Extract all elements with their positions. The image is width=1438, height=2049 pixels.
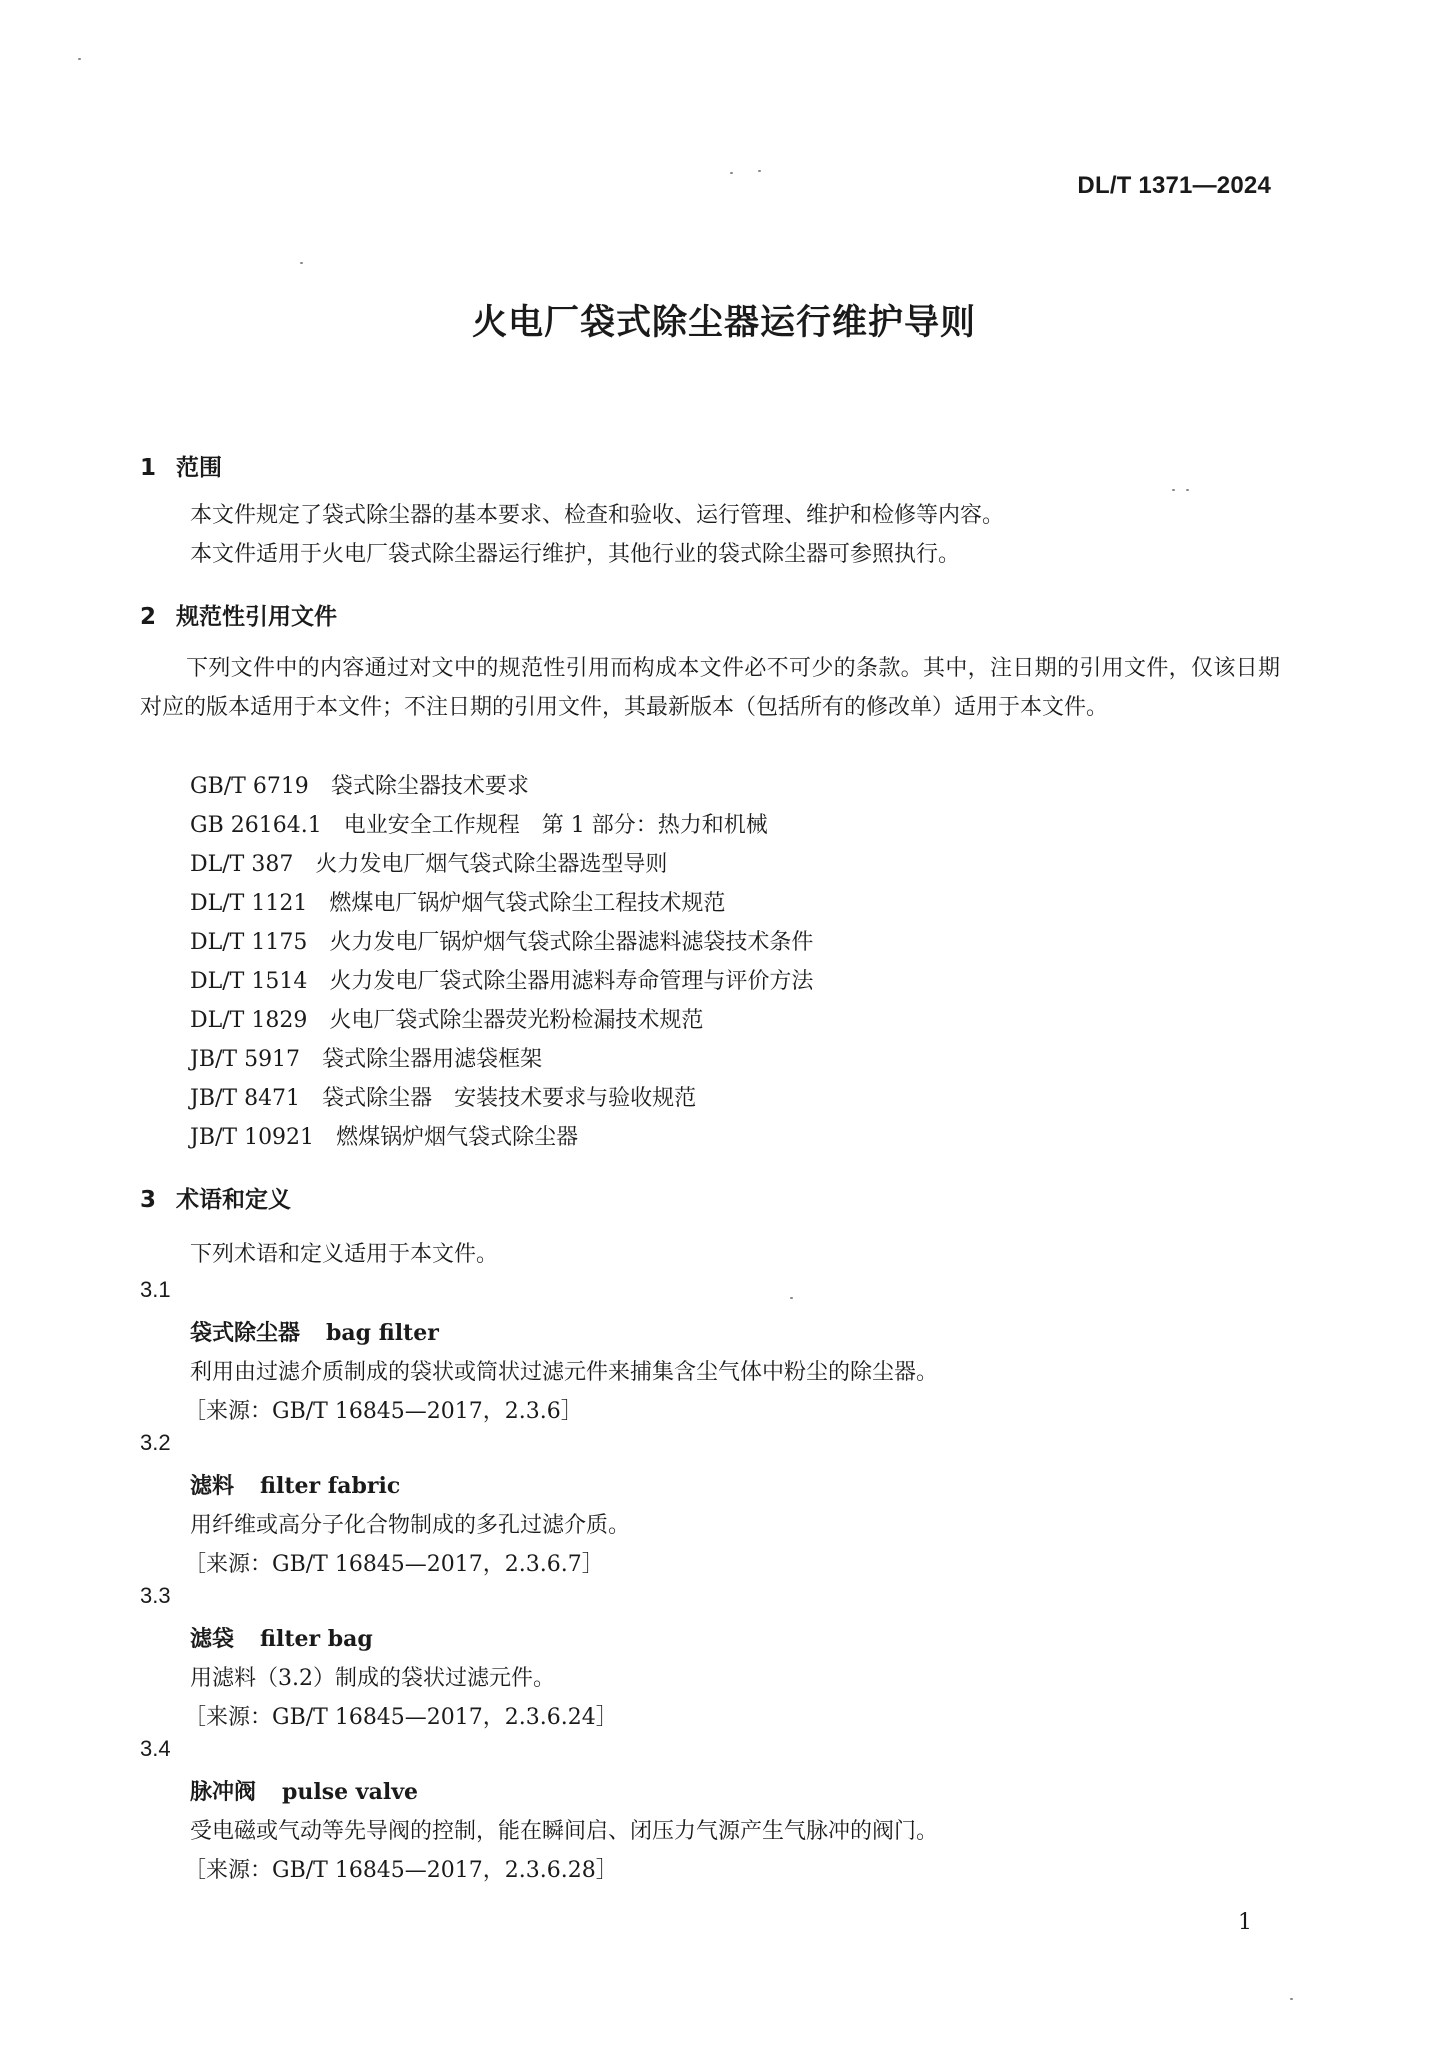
reference-item: [190, 1081, 696, 1112]
reference-code: GB/T 6719: [190, 774, 309, 799]
term-source: ［来源：GB/T 16845—2017，2.3.6］: [184, 1399, 583, 1424]
reference-item: [190, 886, 725, 917]
section-heading-scope: [140, 449, 222, 482]
reference-title: 电业安全工作规程 第 1 部分：热力和机械: [343, 813, 768, 838]
term-source: ［来源：GB/T 16845—2017，2.3.6.28］: [184, 1858, 618, 1883]
document-title: 火电厂袋式除尘器运行维护导则: [471, 303, 976, 343]
term-name-en: filter fabric: [260, 1473, 401, 1499]
standard-code: DL/T 1371—2024: [1077, 172, 1271, 199]
reference-item: [190, 925, 813, 956]
term-number: 3.4: [140, 1736, 171, 1761]
reference-code: DL/T 1514: [190, 969, 308, 994]
section-heading-terms-and-definitions: [140, 1181, 291, 1214]
reference-title: 燃煤电厂锅炉烟气袋式除尘工程技术规范: [329, 891, 726, 916]
term-name: [190, 1469, 400, 1500]
reference-item: [190, 1042, 542, 1073]
term-definition: 受电磁或气动等先导阀的控制，能在瞬间启、闭压力气源产生气脉冲的阀门。: [190, 1819, 939, 1844]
reference-code: JB/T 8471: [190, 1086, 301, 1111]
term-number: 3.2: [140, 1430, 171, 1455]
reference-item: [190, 847, 667, 878]
reference-code: DL/T 1829: [190, 1008, 308, 1033]
reference-code: DL/T 1121: [190, 891, 308, 916]
reference-item: [190, 1003, 703, 1034]
reference-title: 燃煤锅炉烟气袋式除尘器: [336, 1125, 579, 1150]
paragraph: 本文件规定了袋式除尘器的基本要求、检查和验收、运行管理、维护和检修等内容。: [190, 503, 1005, 528]
paragraph: 下列术语和定义适用于本文件。: [190, 1242, 499, 1267]
term-name: [190, 1316, 439, 1347]
term-definition: 利用由过滤介质制成的袋状或筒状过滤元件来捕集含尘气体中粉尘的除尘器。: [190, 1360, 939, 1385]
section-title: 范围: [176, 455, 222, 481]
term-name-zh: 滤袋: [190, 1626, 235, 1652]
reference-title: 火力发电厂烟气袋式除尘器选型导则: [315, 852, 668, 877]
section-number: 3: [140, 1187, 157, 1213]
term-definition: 用滤料（3.2）制成的袋状过滤元件。: [190, 1666, 555, 1691]
term-name-en: pulse valve: [282, 1779, 418, 1805]
term-name: [190, 1775, 418, 1806]
reference-title: 火力发电厂袋式除尘器用滤料寿命管理与评价方法: [329, 969, 814, 994]
reference-code: DL/T 1175: [190, 930, 308, 955]
reference-code: GB 26164.1: [190, 813, 322, 838]
term-definition: 用纤维或高分子化合物制成的多孔过滤介质。: [190, 1513, 631, 1538]
term-name: [190, 1622, 373, 1653]
reference-title: 火力发电厂锅炉烟气袋式除尘器滤料滤袋技术条件: [329, 930, 814, 955]
reference-item: [190, 964, 813, 995]
section-title: 术语和定义: [176, 1187, 291, 1213]
term-name-zh: 脉冲阀: [190, 1779, 257, 1805]
reference-title: 袋式除尘器技术要求: [330, 774, 529, 799]
term-number: 3.1: [140, 1277, 171, 1302]
paragraph: 本文件适用于火电厂袋式除尘器运行维护，其他行业的袋式除尘器可参照执行。: [190, 542, 961, 567]
reference-title: 袋式除尘器用滤袋框架: [322, 1047, 543, 1072]
reference-code: JB/T 5917: [190, 1047, 301, 1072]
reference-item: [190, 769, 529, 800]
term-name-en: filter bag: [260, 1626, 373, 1652]
section-heading-normative-references: [140, 598, 337, 631]
reference-item: [190, 1120, 578, 1151]
reference-title: 火电厂袋式除尘器荧光粉检漏技术规范: [329, 1008, 704, 1033]
term-name-en: bag filter: [326, 1320, 439, 1346]
reference-code: JB/T 10921: [190, 1125, 315, 1150]
term-number: 3.3: [140, 1583, 171, 1608]
term-name-zh: 滤料: [190, 1473, 235, 1499]
reference-item: [190, 808, 768, 839]
reference-code: DL/T 387: [190, 852, 294, 877]
term-name-zh: 袋式除尘器: [190, 1320, 301, 1346]
paragraph: 下列文件中的内容通过对文中的规范性引用而构成本文件必不可少的条款。其中，注日期的引用文件，仅该日期对应的版本适用于本文件；不注日期的引用文件，其最新版本（包括所有的修改单）适用于本文件。: [140, 656, 1280, 720]
section-title: 规范性引用文件: [176, 604, 337, 630]
section-number: 1: [140, 455, 157, 481]
reference-title: 袋式除尘器 安装技术要求与验收规范: [322, 1086, 697, 1111]
term-source: ［来源：GB/T 16845—2017，2.3.6.7］: [184, 1552, 604, 1577]
term-source: ［来源：GB/T 16845—2017，2.3.6.24］: [184, 1705, 618, 1730]
page-number: 1: [1238, 1910, 1252, 1935]
section-number: 2: [140, 604, 157, 630]
